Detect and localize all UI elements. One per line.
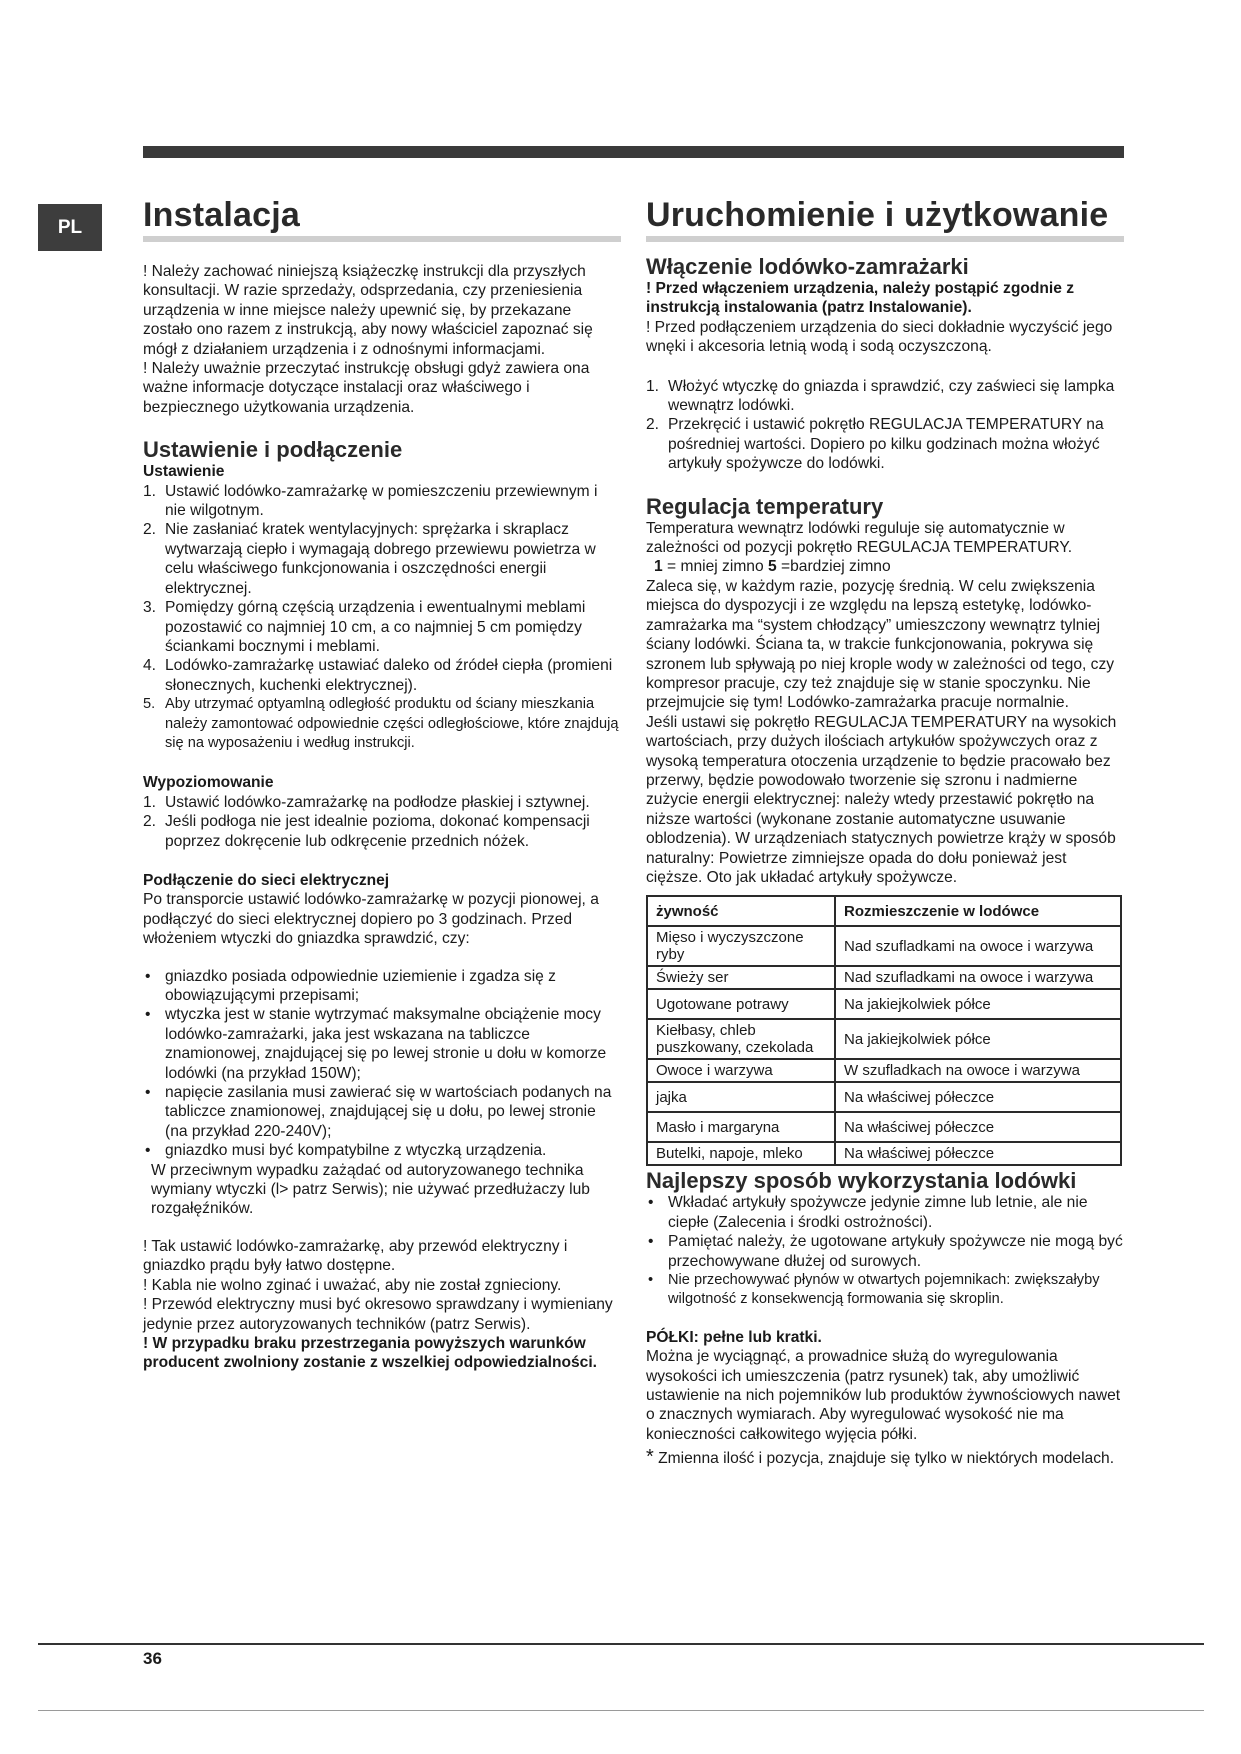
- list-item: • wtyczka jest w stanie wytrzymać maksymalne obciążenie mocy lodówko-zamrażarki, jaka jest wskazana na tabliczce znamionowej, znajdującej się po lewej stronie u dołu w komorze lodówki (na przykład 150W);: [143, 1005, 621, 1083]
- warning-1: ! Tak ustawić lodówko-zamrażarkę, aby przewód elektryczny i gniazdko prądu były łatwo dostępne.: [143, 1237, 568, 1275]
- electric-heading: Podłączenie do sieci elektrycznej: [143, 871, 390, 889]
- best-use-heading: Najlepszy sposób wykorzystania lodówki: [646, 1168, 1077, 1194]
- switch-on-bold: ! Przed włączeniem urządzenia, należy postąpić zgodnie z instrukcją instalowania (patrz Instalowanie).: [646, 280, 1075, 317]
- temperature-heading: Regulacja temperatury: [646, 493, 884, 519]
- table-row: Butelki, napoje, mleko Na właściwej półeczce: [647, 1142, 1121, 1165]
- leveling-list: [143, 793, 621, 851]
- list-item: 2. Nie zasłaniać kratek wentylacyjnych: sprężarka i skraplacz wytwarzają ciepło i wymagają dobrego przewiewu powietrza w celu właściwego funkcjonowania i oszczędności energii elektrycznej.: [143, 521, 596, 597]
- table-row: Świeży ser Nad szufladkami na owoce i warzywa: [647, 966, 1121, 989]
- switch-on-text: ! Przed podłączeniem urządzenia do sieci dokładnie wyczyścić jego wnęki i akcesoria letnią wodą i sodą oczyszczoną.: [646, 318, 1113, 356]
- table-header-row: [647, 896, 1121, 926]
- list-item: • gniazdko posiada odpowiednie uziemienie i zgadza się z obowiązującymi przepisami;: [143, 967, 621, 1006]
- placement-heading: Ustawienie: [143, 463, 225, 481]
- placement-list: [143, 482, 621, 754]
- table-row: Owoce i warzywa W szufladkach na owoce i warzywa: [647, 1059, 1121, 1082]
- list-item: 5. Aby utrzymać optyamlną odległość produktu od ściany mieszkania należy zamontować odpowiednie części odległościowe, które znajdują się na wyposażeniu i według instrukcji.: [143, 696, 619, 751]
- list-item: 1. Ustawić lodówko-zamrażarkę w pomieszczeniu przewiewnym i nie wilgotnym.: [143, 482, 598, 520]
- left-column: [143, 196, 621, 1373]
- list-item: 4. Lodówko-zamrażarkę ustawiać daleko od źródeł ciepła (promieni słonecznych, kuchenki elektrycznej).: [143, 657, 613, 694]
- language-tab: PL: [38, 204, 102, 251]
- intro-paragraph-1: ! Należy zachować niniejszą książeczkę instrukcji dla przyszłych konsultacji. W razie sprzedaży, odsprzedania, czy przeniesienia urządzenia w inne miejsce należy upewnić się, by przekazane zostało ono razem z instrukcją, aby nowy właściciel zapoznać się mógł z działaniem urządzenia i z odnośnymi informacjami.: [143, 263, 593, 358]
- list-item: • Wkładać artykuły spożywcze jedynie zimne lub letnie, ale nie ciepłe (Zalecenia i środki ostrożności).: [646, 1193, 1124, 1232]
- best-use-list: [646, 1193, 1124, 1309]
- shelves-text: Można je wyciągnąć, a prowadnice służą do wyregulowania wysokości ich umieszczenia (patrz rysunek) tak, aby umożliwić ustawienie na nich pojemników lub produktów żywnościowych nawet o znacznych wymiarach. Aby wyregulować wysokość nie ma konieczności całkowitego wyjęcia półki.: [646, 1348, 1121, 1443]
- liability-warning: ! W przypadku braku przestrzegania powyższych warunków producent zwolniony zostanie z wszelkiej odpowiedzialności.: [143, 1334, 598, 1372]
- temperature-body-2: Jeśli ustawi się pokrętło REGULACJA TEMPERATURY na wysokich wartościach, przy dużych ilościach artykułów spożywczych oraz z wysoką temperatura otoczenia urządzenie to będzie pracowało bez przerwy, będzie powodowało tworzenie się szronu i nadmierne zużycie energii elektrycznej: należy wtedy przestawić pokrętło na niższe wartości (wykonane zostanie automatyczne usuwanie oblodzenia). W urządzeniach statycznych powietrze krąży w sposób naturalny: Powietrze zimniejsze opada do dołu ponieważ jest cięższe. Oto jak układać artykuły spożywcze.: [646, 713, 1117, 886]
- list-item: 1. Włożyć wtyczkę do gniazda i sprawdzić, czy zaświeci się lampka wewnątrz lodówki.: [646, 377, 1115, 415]
- intro-paragraph-2: ! Należy uważnie przeczytać instrukcję obsługi gdyż zawiera ona ważne informacje dotyczące instalacji oraz właściwego i bezpiecznego użytkowania urządzenia.: [143, 360, 590, 416]
- bottom-rule: [38, 1710, 1204, 1711]
- electric-checklist: [143, 967, 621, 1161]
- list-item: • Pamiętać należy, że ugotowane artykuły spożywcze nie mogą być przechowywane dłużej od surowych.: [646, 1232, 1124, 1271]
- table-row: Ugotowane potrawy Na jakiejkolwiek półce: [647, 989, 1121, 1019]
- installation-title: Instalacja: [143, 196, 621, 242]
- temperature-scale: 1 = mniej zimno 5 =bardziej zimno: [654, 558, 891, 576]
- table-row: Mięso i wyczyszczone ryby Nad szufladkami na owoce i warzywa: [647, 926, 1121, 966]
- list-item: 2. Jeśli podłoga nie jest idealnie pozioma, dokonać kompensacji poprzez dokręcenie lub odkręcenie przednich nóżek.: [143, 813, 590, 850]
- page-number: 36: [143, 1649, 162, 1668]
- column-header: Rozmieszczenie w lodówce: [835, 896, 1121, 926]
- table-row: Masło i margaryna Na właściwej półeczce: [647, 1112, 1121, 1142]
- electric-otherwise: W przeciwnym wypadku zażądać od autoryzowanego technika wymiany wtyczki (l> patrz Serwis); nie używać przedłużaczy lub rozgałęźników.: [151, 1161, 590, 1218]
- switch-on-heading: Włączenie lodówko-zamrażarki: [646, 254, 969, 279]
- setup-heading: Ustawienie i podłączenie: [143, 437, 403, 463]
- list-item: 3. Pomiędzy górną częścią urządzenia i ewentualnymi meblami pozostawić co najmniej 10 cm, a co najmniej 5 cm pomiędzy ściankami bocznymi i meblami.: [143, 599, 586, 655]
- list-item: • napięcie zasilania musi zawierać się w wartościach podanych na tabliczce znamionowej, znajdującej się u dołu, po lewej stronie (na przykład 220-240V);: [143, 1083, 621, 1141]
- electric-intro: Po transporcie ustawić lodówko-zamrażarkę w pozycji pionowej, a podłączyć do sieci elektrycznej dopiero po 3 godzinach. Przed włożeniem wtyczki do gniazdka sprawdzić, czy:: [143, 891, 599, 948]
- right-column: [646, 196, 1124, 1469]
- warning-3: ! Przewód elektryczny musi być okresowo sprawdzany i wymieniany jedynie przez autoryzowanych techników (patrz Serwis).: [143, 1296, 613, 1333]
- footer-rule: [38, 1643, 1204, 1645]
- top-rule: [143, 146, 1124, 158]
- temperature-intro: Temperatura wewnątrz lodówki reguluje się automatycznie w zależności od pozycji pokrętło REGULACJA TEMPERATURY.: [646, 519, 1073, 557]
- list-item: • Nie przechowywać płynów w otwartych pojemnikach: zwiększałyby wilgotność z konsekwencją formowania się skroplin.: [646, 1271, 1124, 1310]
- list-item: 1. Ustawić lodówko-zamrażarkę na podłodze płaskiej i sztywnej.: [143, 793, 590, 811]
- table-row: jajka Na właściwej półeczce: [647, 1082, 1121, 1112]
- list-item: 2. Przekręcić i ustawić pokrętło REGULACJA TEMPERATURY na pośredniej wartości. Dopiero po kilku godzinach można włożyć artykuły spożywcze do lodówki.: [646, 416, 1104, 473]
- operation-title: Uruchomienie i użytkowanie: [646, 196, 1124, 242]
- leveling-heading: Wypoziomowanie: [143, 774, 274, 792]
- column-header: żywność: [647, 896, 835, 926]
- table-row: Kiełbasy, chleb puszkowany, czekolada Na jakiejkolwiek półce: [647, 1019, 1121, 1059]
- warning-2: ! Kabla nie wolno zginać i uważać, aby nie został zgnieciony.: [143, 1276, 562, 1294]
- food-placement-table: [646, 895, 1122, 1166]
- shelves-heading: PÓŁKI: pełne lub kratki.: [646, 1328, 822, 1346]
- footnote: * Zmienna ilość i pozycja, znajduje się tylko w niektórych modelach.: [646, 1446, 1115, 1469]
- list-item: • gniazdko musi być kompatybilne z wtyczką urządzenia.: [143, 1141, 621, 1160]
- switch-on-list: [646, 377, 1124, 474]
- temperature-body: Zaleca się, w każdym razie, pozycję średnią. W celu zwiększenia miejsca do dyspozycji i ze względu na lepszą estetykę, lodówko-zamrażarka ma “system chłodzący” umieszczony wewnątrz tylniej ściany lodówki. Ściana ta, w trakcie funkcjonowania, pokrywa się szronem lub spływają po niej krople wody w zależności od tego, czy kompresor pracuje, czy też znajduje się w stanie spoczynku. Nie przejmujcie się tym! Lodówko-zamrażarka pracuje normalnie.: [646, 577, 1115, 712]
